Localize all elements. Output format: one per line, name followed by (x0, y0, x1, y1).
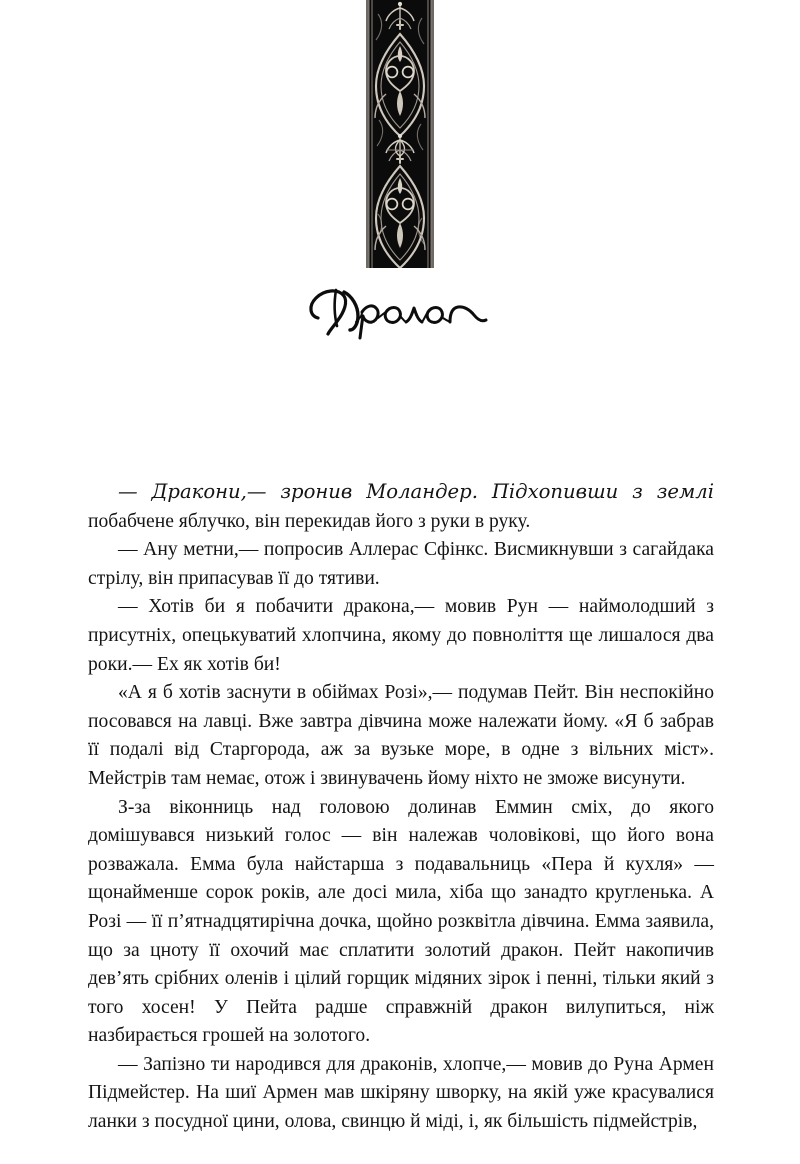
paragraph (88, 478, 714, 536)
opening-script-line: — Дракони,— зронив Моландер. Підхопивши з землі (118, 480, 714, 503)
chapter-body-text (88, 478, 714, 1137)
paragraph: — Ану метни,— попросив Аллерас Сфінкс. Висмикнувши з сагайдака стрілу, він припасував її до тятиви. (88, 539, 714, 589)
paragraph: «А я б хотів заснути в обіймах Розі»,— подумав Пейт. Він неспокійно посовався на лавці. Вже завтра дівчина може належати йому. «Я б забрав її подалі від Старгорода, аж за вузьке море, в одне з вільних міст». Мейстрів там немає, отож і звинувачень йому ніхто не зможе висунути. (88, 682, 714, 789)
paragraph: — Запізно ти народився для драконів, хлопче,— мовив до Руна Армен Підмейстер. На шиї Армен мав шкіряну шворку, на якій уже красувалися ланки з посудної цини, олова, свинцю й міді, і, як більшість підмейстрів, (88, 1053, 714, 1133)
opening-regular-text: побабчене яблучко, він перекидав його з руки в руку. (88, 510, 531, 532)
paragraph: З-за віконниць над головою долинав Еммин сміх, до якого домішувався низький голос — він належав чоловікові, що його вона розважала. Емма була найстарша з подавальниць «Пера й кухля» — щонайменше сорок років, але досі мила, хіба що занадто кругленька. А Розі — її п’ятнадцятирічна дочка, щойно розквітла дівчина. Емма заявила, що за цноту її охочий має сплатити золотий дракон. Пейт накопичив дев’ять срібних оленів і цілий горщик мідяних зірок і пенні, тільки який з того хосен! У Пейта радше справжній дракон вилупиться, ніж назбирається грошей на золотого. (88, 796, 714, 1047)
decorative-vertical-banner (366, 0, 434, 268)
paragraph: — Хотів би я побачити дракона,— мовив Рун — наймолодший з присутніх, опецькуватий хлопчина, якому до повноліття ще лишалося два роки.— Ех як хотів би! (88, 596, 714, 675)
ornament-outer-frame (366, 0, 434, 268)
chapter-title (0, 272, 800, 342)
